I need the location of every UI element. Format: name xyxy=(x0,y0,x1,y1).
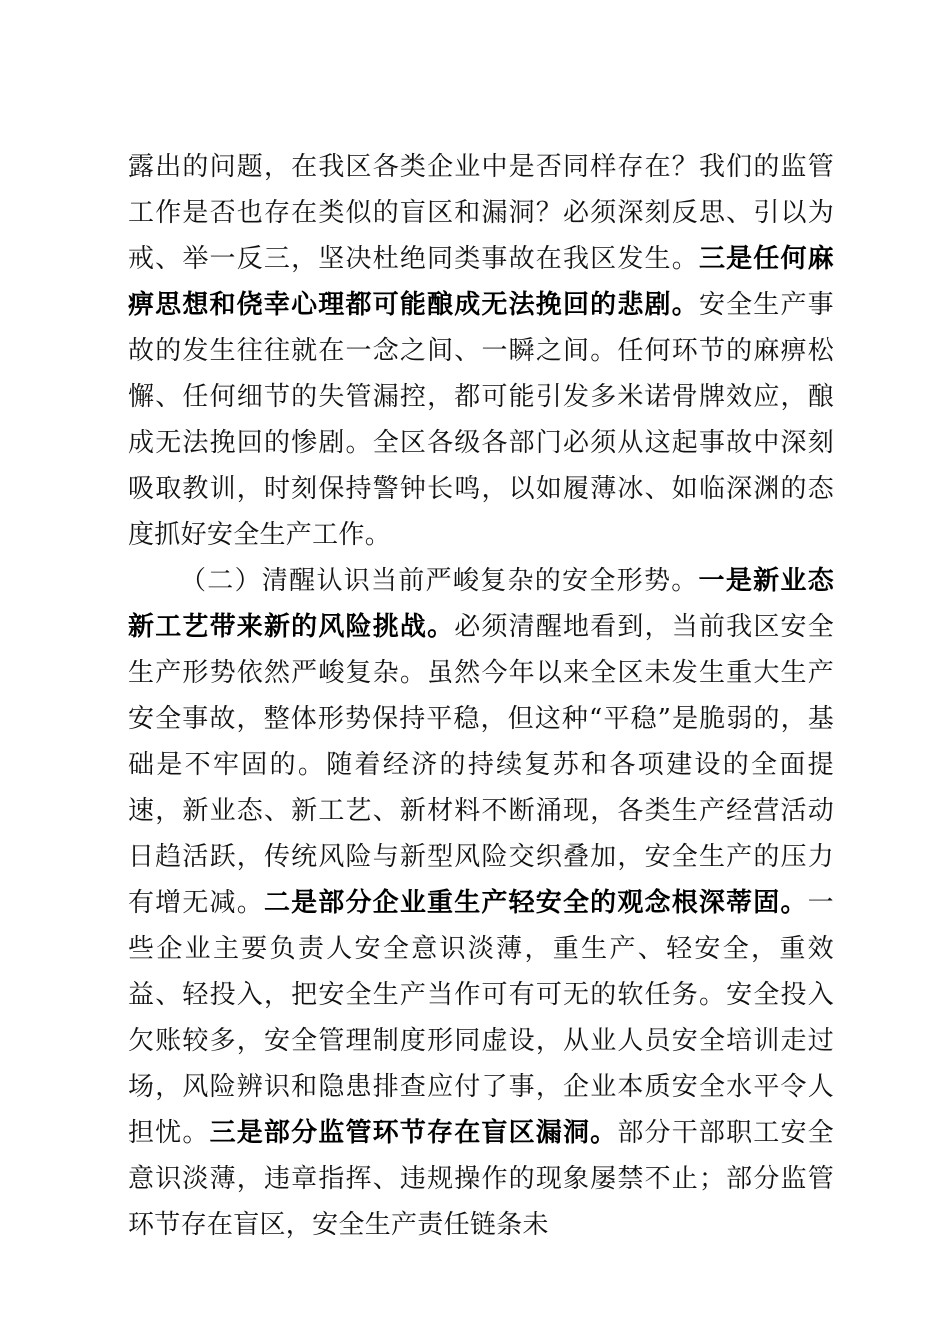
paragraph-text: 一些企业主要负责人安全意识淡薄，重生产、轻安全，重效益、轻投入，把安全生产当作可有可无的软任务。安全投入欠账较多，安全管理制度形同虚设，从业人员安全培训走过场，风险辨识和隐患排查应付了事，企业本质安全水平令人担忧。 xyxy=(128,888,834,1148)
document-body xyxy=(128,144,834,1248)
paragraph-text: 部分干部职工安全意识淡薄，违章指挥、违规操作的现象屡禁不止；部分监管环节存在盲区，安全生产责任链条未 xyxy=(128,1118,834,1240)
paragraph-2 xyxy=(128,558,834,1248)
paragraph-text: 必须清醒地看到，当前我区安全生产形势依然严峻复杂。虽然今年以来全区未发生重大生产安全事故，整体形势保持平稳，但这种“平稳”是脆弱的，基础是不牢固的。随着经济的持续复苏和各项建设的全面提速，新业态、新工艺、新材料不断涌现，各类生产经营活动日趋活跃，传统风险与新型风险交织叠加，安全生产的压力有增无减。 xyxy=(128,612,835,918)
paragraph-1 xyxy=(128,144,834,558)
bold-heading: 三是部分监管环节存在盲区漏洞。 xyxy=(209,1118,618,1148)
section-heading: （二）清醒认识当前严峻复杂的安全形势。 xyxy=(180,566,699,596)
paragraph-text: 安全生产事故的发生往往就在一念之间、一瞬之间。任何环节的麻痹松懈、任何细节的失管漏控，都可能引发多米诺骨牌效应，酿成无法挽回的惨剧。全区各级各部门必须从这起事故中深刻吸取教训，时刻保持警钟长鸣，以如履薄冰、如临深渊的态度抓好安全生产工作。 xyxy=(128,290,834,550)
bold-heading: 一是新业态新工艺带来新的风险挑战。 xyxy=(128,566,834,642)
bold-heading: 二是部分企业重生产轻安全的观念根深蒂固。 xyxy=(263,888,808,918)
bold-heading: 三是任何麻痹思想和侥幸心理都可能酿成无法挽回的悲剧。 xyxy=(128,244,834,320)
paragraph-text: 露出的问题，在我区各类企业中是否同样存在？我们的监管工作是否也存在类似的盲区和漏洞？必须深刻反思、引以为戒、举一反三，坚决杜绝同类事故在我区发生。 xyxy=(128,152,834,274)
